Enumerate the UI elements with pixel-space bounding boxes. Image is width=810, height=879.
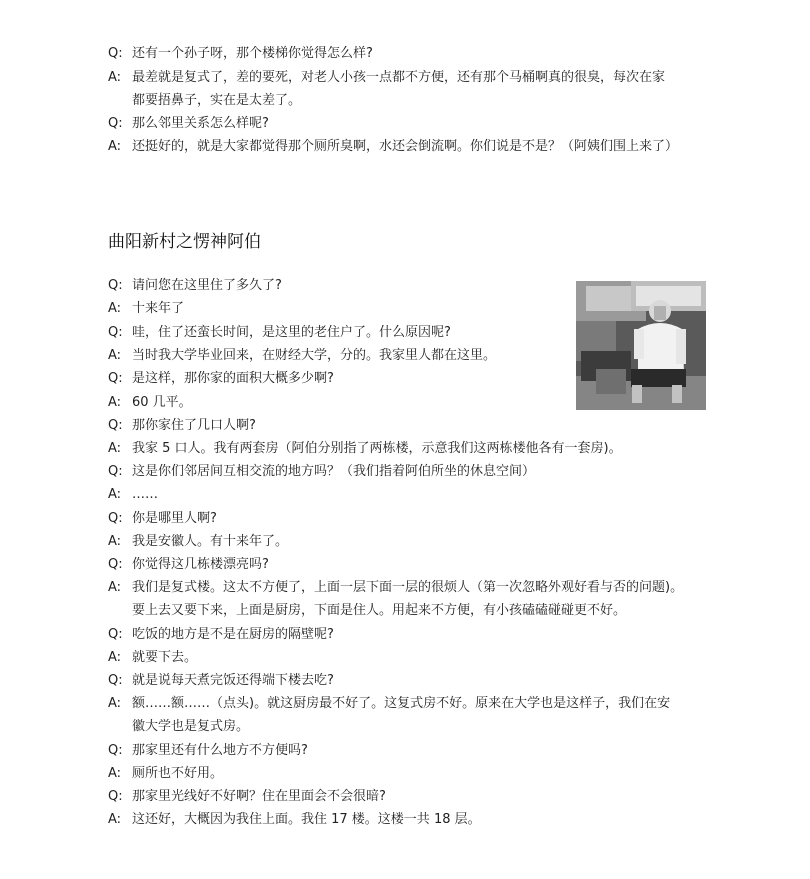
qa-line [108,580,683,596]
qa-line [108,395,192,411]
qa-line [108,278,282,294]
qa-line [108,46,373,62]
qa-line [108,70,665,86]
qa-text: 当时我大学毕业回来，在财经大学，分的。我家里人都在这里。 [132,348,497,363]
qa-line [108,464,535,480]
qa-label: A: [108,301,122,316]
qa-text: 这是你们邻居间互相交流的地方吗？（我们指着阿伯所坐的休息空间） [132,464,536,479]
qa-text: 吃饭的地方是不是在厨房的隔壁呢? [132,627,334,642]
qa-text: 就要下去。 [132,650,198,665]
qa-text: 就是说每天煮完饭还得端下楼去吃? [132,673,334,688]
section-title: 曲阳新村之愣神阿伯 [108,232,261,252]
qa-label: Q: [108,325,123,340]
qa-continuation [132,719,249,735]
qa-label: Q: [108,278,123,293]
qa-text: 这还好，大概因为我住上面。我住 17 楼。这楼一共 18 层。 [132,812,481,827]
qa-text: 请问您在这里住了多久了? [132,278,282,293]
qa-label: A: [108,696,122,711]
qa-text: 十来年了 [132,301,185,316]
qa-line [108,743,308,759]
qa-label: A: [108,139,122,154]
qa-text: 你是哪里人啊? [132,511,217,526]
qa-text: 最差就是复式了，差的要死，对老人小孩一点都不方便，还有那个马桶啊真的很臭，每次在家 [132,70,666,85]
qa-line [108,696,670,712]
qa-line [108,789,386,805]
qa-label: A: [108,812,122,827]
qa-continuation [132,603,626,619]
qa-text: 还挺好的，就是大家都觉得那个厕所臭啊，水还会倒流啊。你们说是不是？（阿姨们围上来了） [132,139,679,154]
qa-label: Q: [108,789,123,804]
qa-line [108,325,451,341]
qa-text: 我是安徽人。有十来年了。 [132,534,289,549]
qa-label: Q: [108,673,123,688]
qa-line [108,487,158,503]
qa-text: 要上去又要下来，上面是厨房，下面是住人。用起来不方便，有小孩磕磕碰碰更不好。 [132,603,627,618]
qa-label: Q: [108,743,123,758]
interview-photo [576,281,706,410]
qa-line [108,766,223,782]
qa-text: …… [132,487,158,502]
qa-line [108,441,622,457]
qa-text: 那么邻里关系怎么样呢? [132,116,269,131]
qa-text: 额……额……（点头)。就这厨房最不好了。这复式房不好。原来在大学也是这样子，我们在安 [132,696,671,711]
qa-label: Q: [108,418,123,433]
qa-label: Q: [108,116,123,131]
qa-text: 我们是复式楼。这太不方便了，上面一层下面一层的很烦人（第一次忽略外观好看与否的问题)。 [132,580,684,595]
qa-line [108,812,481,828]
qa-label: Q: [108,464,123,479]
qa-label: Q: [108,627,123,642]
qa-line [108,673,334,689]
old-man-photo-graphic [576,281,706,410]
qa-label: A: [108,70,122,85]
qa-line [108,511,217,527]
qa-label: A: [108,580,122,595]
qa-line [108,557,269,573]
qa-text: 哇，住了还蛮长时间，是这里的老住户了。什么原因呢? [132,325,451,340]
qa-line [108,650,197,666]
qa-label: A: [108,766,122,781]
qa-line [108,627,334,643]
qa-label: A: [108,395,122,410]
qa-text: 那家里光线好不好啊？住在里面会不会很暗? [132,789,386,804]
qa-label: A: [108,534,122,549]
qa-text: 那你家住了几口人啊? [132,418,256,433]
qa-line [108,534,288,550]
qa-label: A: [108,348,122,363]
qa-line [108,139,678,155]
qa-text: 还有一个孙子呀，那个楼梯你觉得怎么样? [132,46,373,61]
qa-label: Q: [108,511,123,526]
qa-continuation [132,93,301,109]
qa-text: 徽大学也是复式房。 [132,719,250,734]
qa-label: Q: [108,371,123,386]
qa-label: A: [108,487,122,502]
qa-label: Q: [108,557,123,572]
qa-text: 我家 5 口人。我有两套房（阿伯分别指了两栋楼，示意我们这两栋楼他各有一套房)。 [132,441,622,456]
qa-line [108,348,496,364]
qa-label: A: [108,441,122,456]
qa-line [108,301,184,317]
qa-text: 都要捂鼻子，实在是太差了。 [132,93,302,108]
qa-text: 60 几平。 [132,395,192,410]
qa-line [108,418,256,434]
qa-label: A: [108,650,122,665]
qa-text: 你觉得这几栋楼漂亮吗? [132,557,269,572]
qa-label: Q: [108,46,123,61]
qa-line [108,371,334,387]
qa-text: 厕所也不好用。 [132,766,224,781]
qa-line [108,116,269,132]
qa-text: 那家里还有什么地方不方便吗? [132,743,308,758]
qa-text: 是这样，那你家的面积大概多少啊? [132,371,334,386]
